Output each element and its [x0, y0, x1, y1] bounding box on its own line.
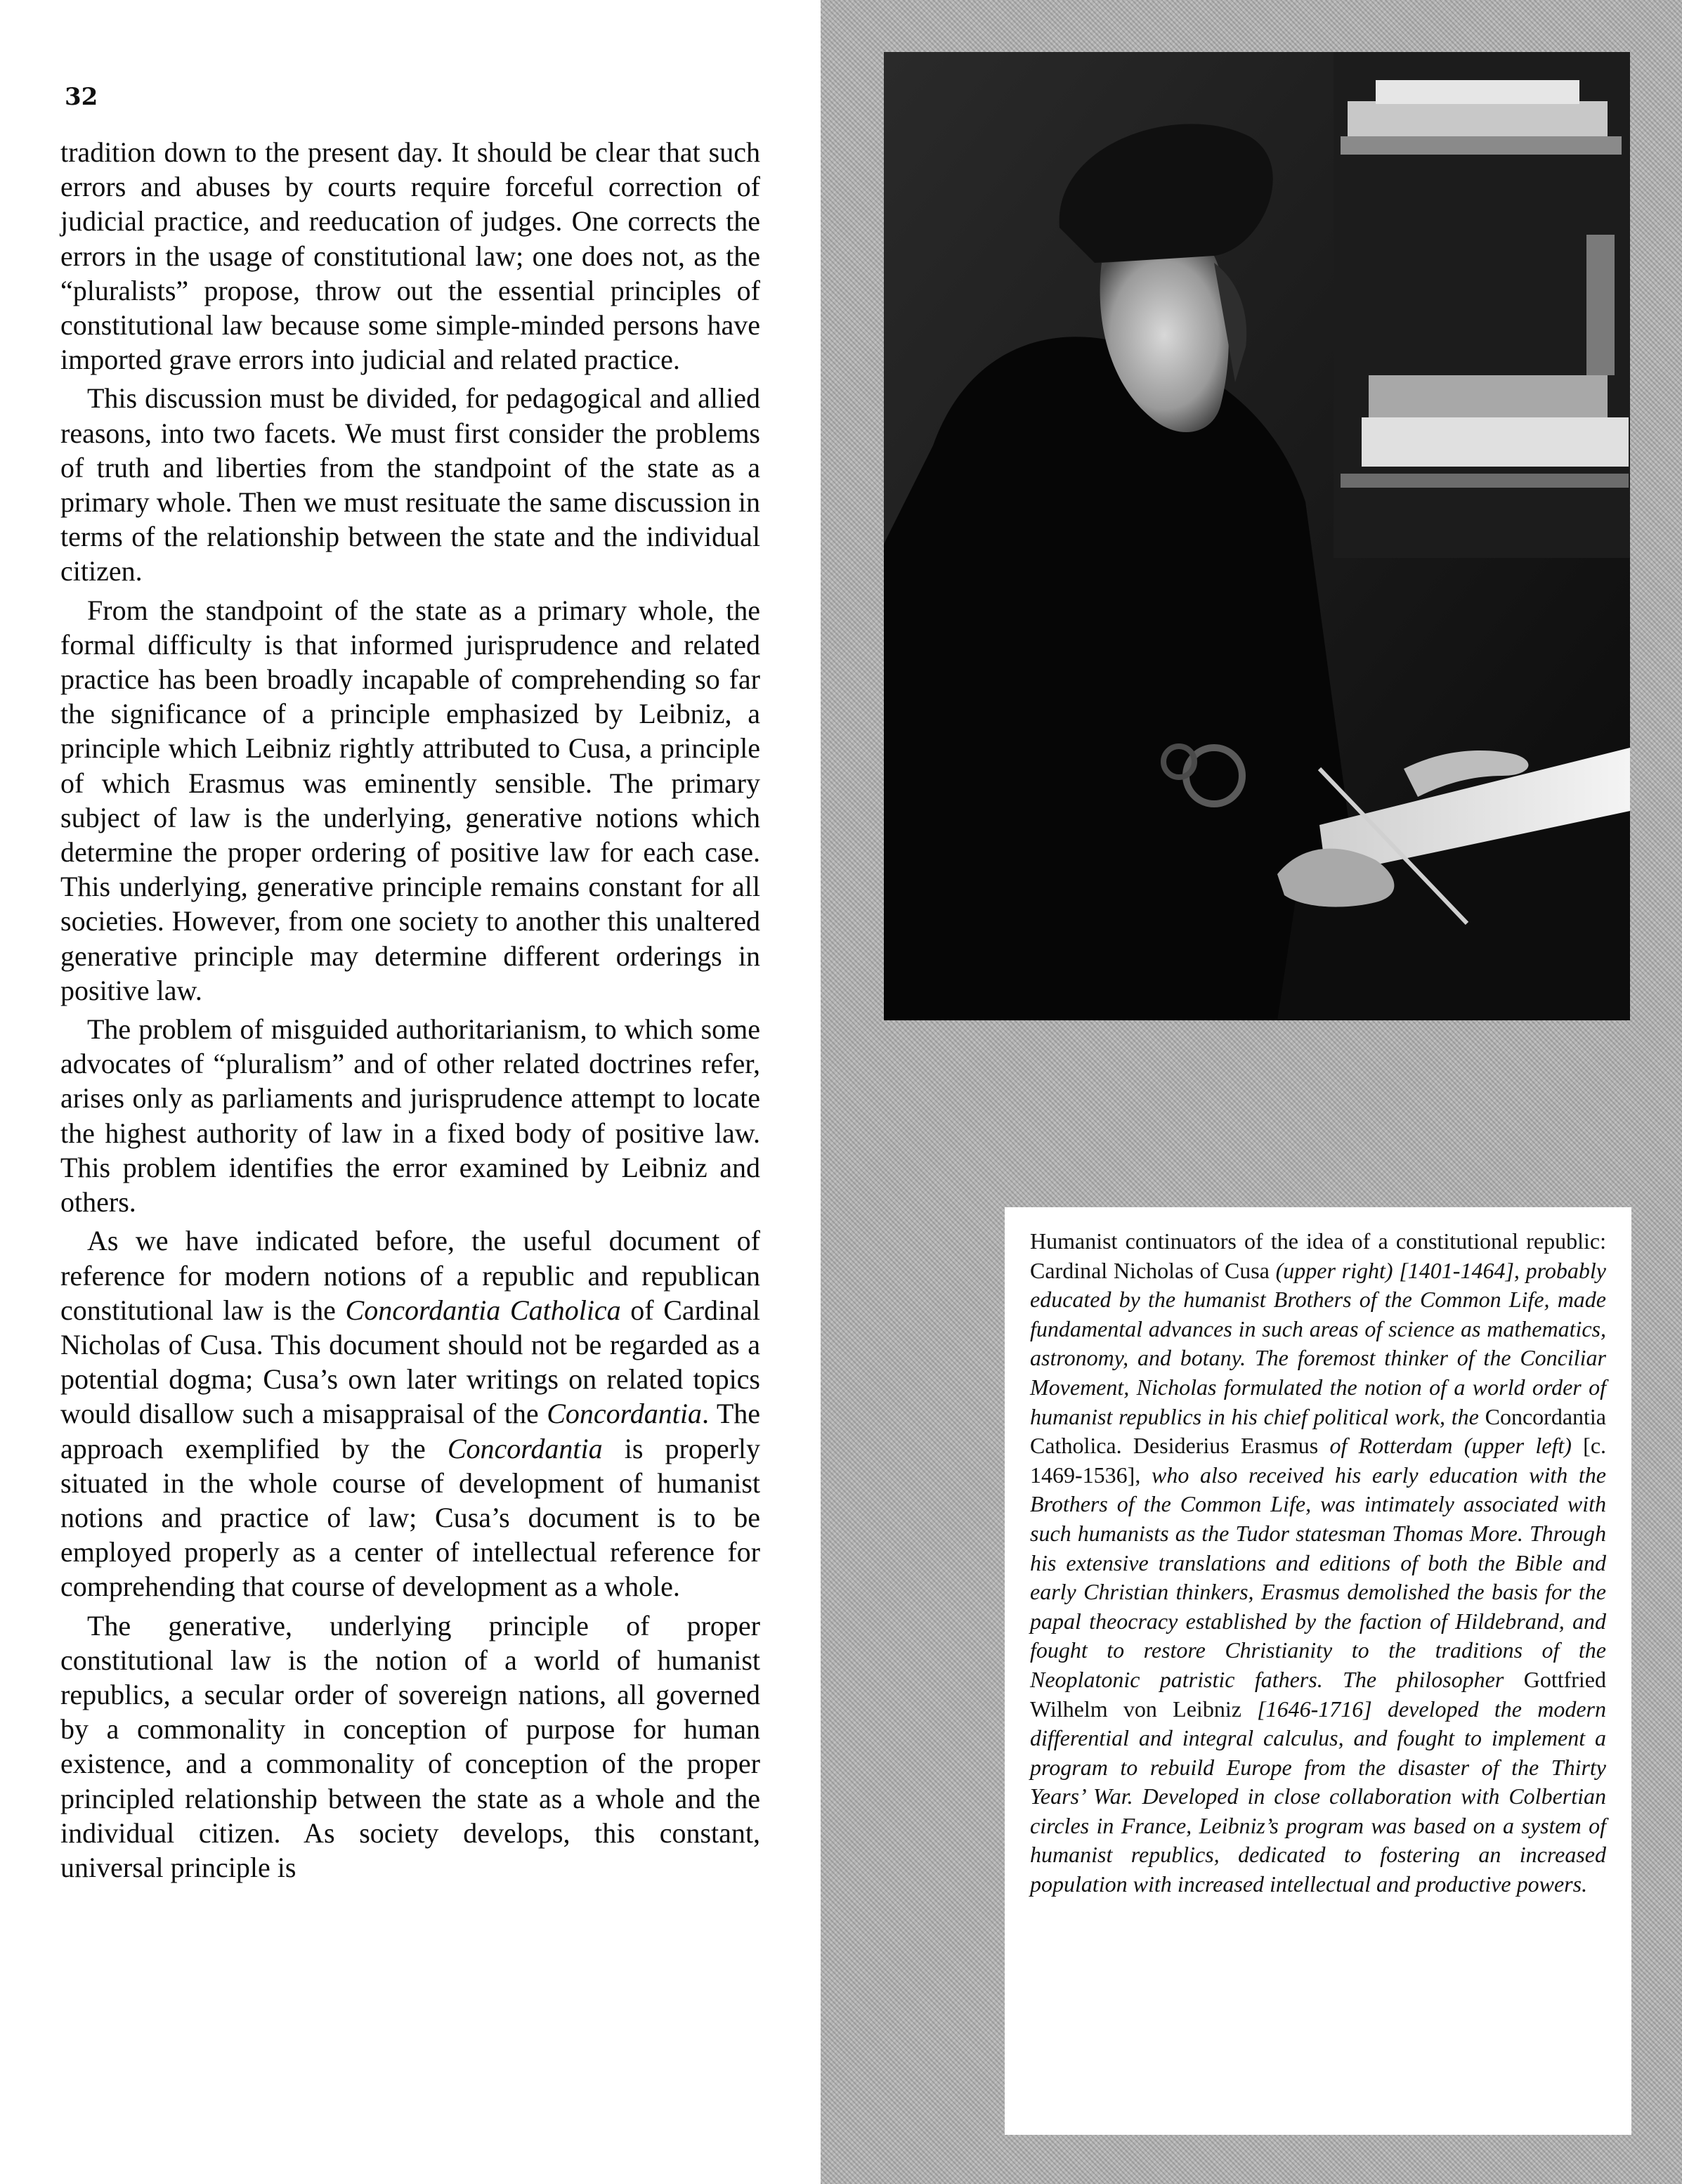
caption-text: [1030, 1227, 1606, 1899]
caption-italic-run: [1646-1716] developed the modern differential and integral calculus, and fought to implement a program to rebuild Europe from the disaster of the Thirty Years’ War. Developed in close collaboration with Colbertian circles in France, Leibniz’s program was based on a system of humanist republics, dedicated to fostering an increased population with increased intellectual and productive powers.: [1030, 1696, 1607, 1897]
article-paragraph-1: tradition down to the present day. It should be clear that such errors and abuses by courts require forceful correction of judicial practice, and reeducation of judges. One corrects the errors in the usage of constitutional law; one does not, as the “pluralists” propose, throw out the essential principles of constitutional law because some simple-minded persons have imported grave errors into judicial and related practice.: [60, 136, 760, 376]
caption-run: Concordantia Catholica. Desiderius Erasmus: [1030, 1403, 1606, 1459]
text-run: As we have indicated before, the useful document of reference for modern notions of a republic and republican constitutional law is the: [60, 1225, 760, 1326]
article-paragraph-4: The problem of misguided authoritarianism, to which some advocates of “pluralism” and of other related doctrines refer, arises only as parliaments and jurisprudence attempt to locate the highest authority of law in a fixed body of positive law. This problem identifies the error examined by Leibniz and others.: [60, 1013, 760, 1218]
article-body: [60, 135, 760, 1889]
caption-italic-run: (upper right) [1401-1464], probably educated by the humanist Brothers of the Common Life, made fundamental advances in such areas of science as mathematics, astronomy, and botany. The foremost thinker of the Conciliar Movement, Nicholas formulated the notion of a world order of humanist republics in his chief political work, the: [1030, 1257, 1607, 1429]
photo-caption: [1005, 1207, 1631, 2135]
italic-title: Concordantia Catholica: [345, 1294, 621, 1326]
article-paragraph-5: [60, 1223, 760, 1604]
erasmus-portrait-photo: [884, 52, 1630, 1020]
portrait-illustration: [884, 52, 1630, 1020]
page-number: 32: [65, 83, 98, 111]
article-paragraph-3: From the standpoint of the state as a primary whole, the formal difficulty is that informed jurisprudence and related practice has been broadly incapable of comprehending so far the significance of a principle emphasized by Leibniz, a principle which Leibniz rightly attributed to Cusa, a principle of which Erasmus was eminently sensible. The primary subject of law is the underlying, generative notions which determine the proper ordering of positive law for each case. This underlying, generative principle remains constant for all societies. However, from one society to another this unaltered generative principle may determine different orderings in positive law.: [60, 594, 760, 1006]
italic-title: Concordantia: [447, 1432, 603, 1464]
caption-run: Humanist continuators of the idea of a constitutional republic: Cardinal Nicholas of Cusa: [1030, 1228, 1606, 1283]
caption-run: Gottfried Wilhelm von Leibniz: [1030, 1666, 1606, 1722]
article-paragraph-6: The generative, underlying principle of proper constitutional law is the notion of a world of humanist republics, a secular order of sovereign nations, all governed by a commonality in conception of purpose for human existence, and a commonality of conception of the proper principled relationship between the state as a whole and the individual citizen. As society develops, this constant, universal principle is: [60, 1609, 760, 1883]
caption-italic-run: of Rotterdam (upper left): [1329, 1433, 1584, 1459]
caption-italic-run: who also received his early education with the Brothers of the Common Life, was intimately associated with such humanists as the Tudor statesman Thomas More. Through his extensive translations and editions of both the Bible and early Christian thinkers, Erasmus demolished the basis for the papal theocracy established by the faction of Hildebrand, and fought to restore Christianity to the traditions of the Neoplatonic patristic fathers. The philosopher: [1030, 1462, 1607, 1692]
article-paragraph-2: This discussion must be divided, for pedagogical and allied reasons, into two facets. We must first consider the problems of truth and liberties from the standpoint of the state as a primary whole. Then we must resituate the same discussion in terms of the relationship between the state and the individual citizen.: [60, 382, 760, 587]
italic-title: Concordantia: [547, 1398, 702, 1430]
caption-run: [c. 1469-1536],: [1030, 1433, 1607, 1488]
text-run: is properly situated in the whole course of development of humanist notions and practice of law; Cusa’s document is to be employed properly as a center of intellectual reference for comprehending that course of development as a whole.: [60, 1432, 761, 1603]
text-run: . The approach exemplified by the: [60, 1398, 761, 1464]
text-run: of Cardinal Nicholas of Cusa. This document should not be regarded as a potential dogma; Cusa’s own later writings on related topics would disallow such a misappraisal of the: [60, 1294, 760, 1430]
